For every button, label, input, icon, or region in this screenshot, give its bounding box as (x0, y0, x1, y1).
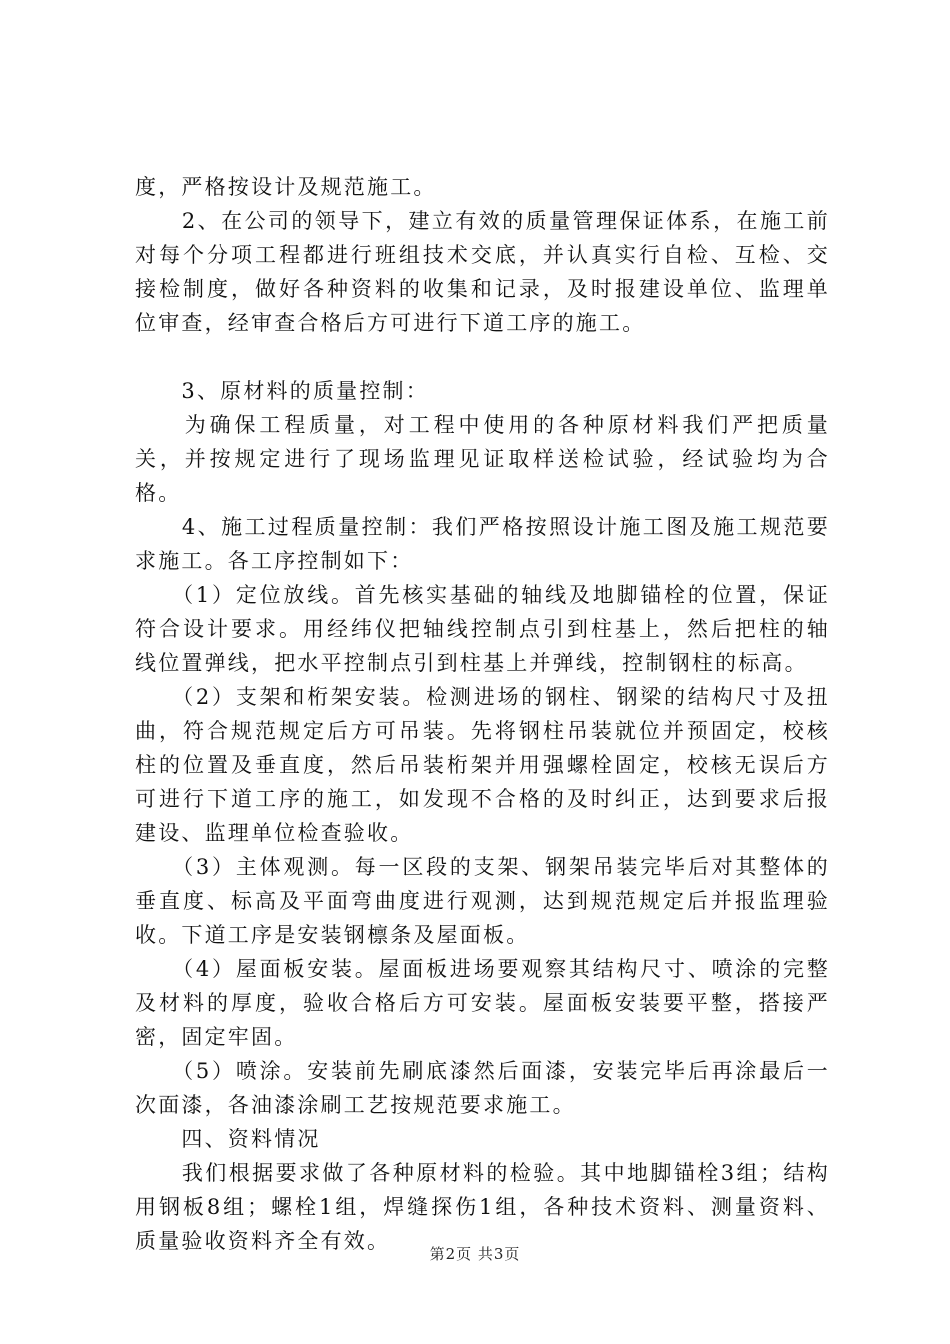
paragraph-process-control: 4、施工过程质量控制：我们严格按照设计施工图及施工规范要求施工。各工序控制如下： (135, 515, 830, 573)
paragraph-step-4: （4）屋面板安装。屋面板进场要观察其结构尺寸、喷涂的完整及材料的厚度，验收合格后方可安装。屋面板安装要平整，搭接严密，固定牢固。 (135, 957, 830, 1049)
page-footer: 第2页 共3页 (429, 1245, 521, 1263)
paragraph-material-body: 为确保工程质量，对工程中使用的各种原材料我们严把质量关，并按规定进行了现场监理见证取样送检试验，经试验均为合格。 (135, 413, 830, 505)
paragraph-step-1: （1）定位放线。首先核实基础的轴线及地脚锚栓的位置，保证符合设计要求。用经纬仪把轴线控制点引到柱基上，然后把柱的轴线位置弹线，把水平控制点引到柱基上并弹线，控制钢柱的标高。 (135, 583, 830, 675)
paragraph-step-3: （3）主体观测。每一区段的支架、钢架吊装完毕后对其整体的垂直度、标高及平面弯曲度进行观测，达到规范规定后并报监理验收。下道工序是安装钢檩条及屋面板。 (135, 855, 830, 947)
paragraph-step-2: （2）支架和桁架安装。检测进场的钢柱、钢梁的结构尺寸及扭曲，符合规范规定后方可吊装。先将钢柱吊装就位并预固定，校核柱的位置及垂直度，然后吊装桁架并用强螺栓固定，校核无误后方可进行下道工序的施工，如发现不合格的及时纠正，达到要求后报建设、监理单位检查验收。 (135, 685, 830, 845)
paragraph-section-heading: 四、资料情况 (135, 1127, 321, 1151)
paragraph-continuation: 度，严格按设计及规范施工。 (135, 175, 437, 199)
document-body (135, 170, 830, 1258)
paragraph-step-5: （5）喷涂。安装前先刷底漆然后面漆，安装完毕后再涂最后一次面漆，各油漆涂刷工艺按规范要求施工。 (135, 1059, 830, 1117)
paragraph-spacer (135, 340, 830, 374)
paragraph-material-heading: 3、原材料的质量控制： (135, 379, 429, 403)
paragraph-records: 我们根据要求做了各种原材料的检验。其中地脚锚栓3组；结构用钢板8组；螺栓1组，焊缝探伤1组，各种技术资料、测量资料、质量验收资料齐全有效。 (135, 1161, 830, 1253)
paragraph-quality-system: 2、在公司的领导下，建立有效的质量管理保证体系，在施工前对每个分项工程都进行班组技术交底，并认真实行自检、互检、交接检制度，做好各种资料的收集和记录，及时报建设单位、监理单位审查，经审查合格后方可进行下道工序的施工。 (135, 209, 830, 335)
